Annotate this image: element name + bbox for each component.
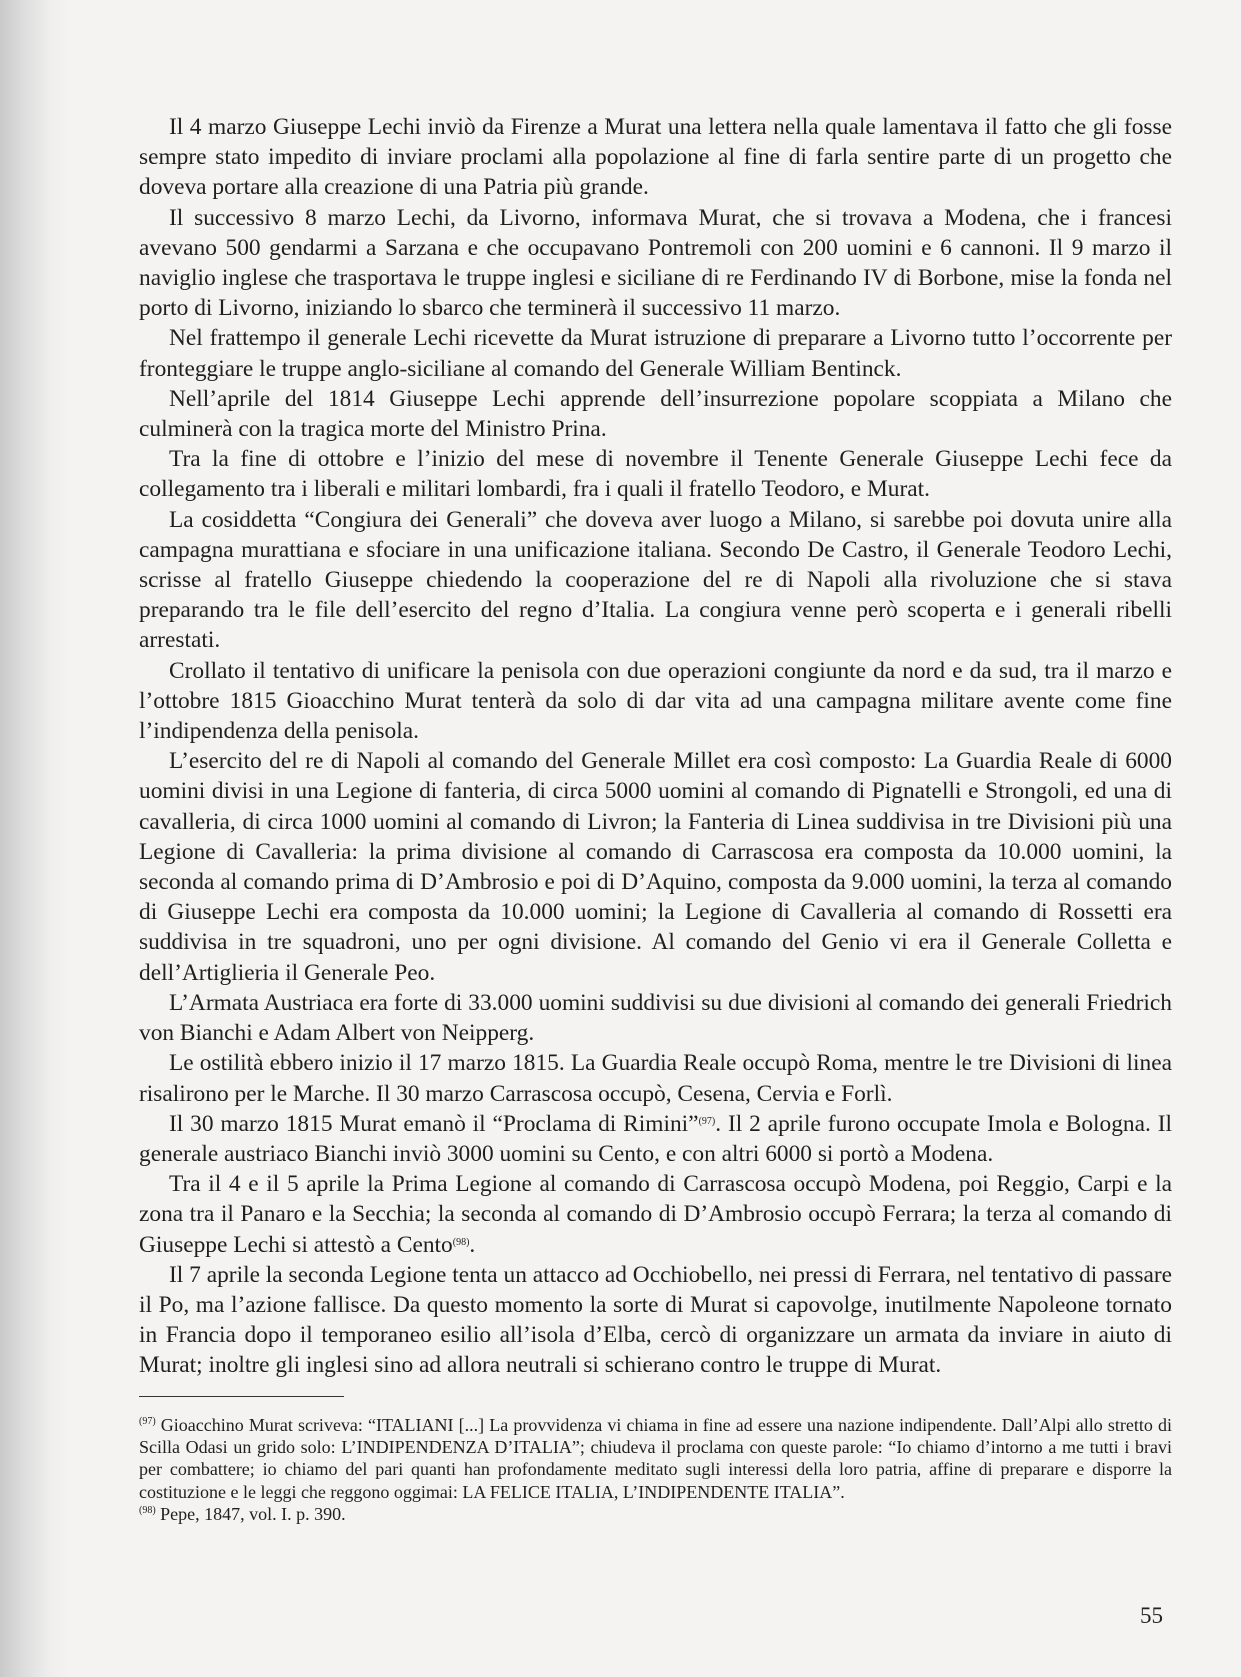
footnote-text: Gioacchino Murat scriveva: “ITALIANI [...] La provvidenza vi chiama in fine ad essere una nazione indipendente. Dall’Alpi allo stretto di Scilla Odasi un grido solo: L’INDIPENDENZA D’ITALIA”; chiudeva il proclama con queste parole: “Io chiamo d’intorno a me tutti i bravi per combattere; io chiamo del pari quanti han profondamente meditato sugli interessi della loro patria, affine di preparare e disporre la costituzione e le leggi che reggono oggimai: LA FELICE ITALIA, L’INDIPENDENTE ITALIA”. xyxy=(139,1415,1172,1502)
paragraph: L’Armata Austriaca era forte di 33.000 uomini suddivisi su due divisioni al comando dei generali Friedrich von Bianchi e Adam Albert von Neipperg. xyxy=(139,989,1172,1047)
footnote-reference: (98) xyxy=(452,1236,470,1248)
footnote-text: Pepe, 1847, vol. I. p. 390. xyxy=(155,1503,346,1524)
footnote-reference: (97) xyxy=(698,1115,716,1127)
paragraph: Crollato il tentativo di unificare la penisola con due operazioni congiunte da nord e da sud, tra il marzo e l’ottobre 1815 Gioacchino Murat tenterà da solo di dar vita ad una campagna militare avente come fine l’indipendenza della penisola. xyxy=(139,657,1172,745)
footnote-separator xyxy=(139,1396,344,1397)
paragraph: Le ostilità ebbero inizio il 17 marzo 1815. La Guardia Reale occupò Roma, mentre le tre Divisioni di linea risalirono per le Marche. Il 30 marzo Carrascosa occupò, Cesena, Cervia e Forlì. xyxy=(139,1050,1172,1107)
paragraph: Tra la fine di ottobre e l’inizio del mese di novembre il Tenente Generale Giuseppe Lechi fece da collegamento tra i liberali e militari lombardi, fra i quali il fratello Teodoro, e Murat. xyxy=(139,446,1172,503)
paragraph-cento xyxy=(139,1169,1172,1260)
paragraph: Nel frattempo il generale Lechi ricevette da Murat istruzione di preparare a Livorno tutto l’occorrente per fronteggiare le truppe anglo-siciliane al comando del Generale William Bentinck. xyxy=(139,325,1172,382)
paragraph-text: Tra il 4 e il 5 aprile la Prima Legione al comando di Carrascosa occupò Modena, poi Reggio, Carpi e la zona tra il Panaro e la Secchia; la seconda al comando di D’Ambrosio occupò Ferrara; la terza al comando di Giuseppe Lechi si attestò a Cento xyxy=(139,1171,1172,1258)
footnote-marker: (97) xyxy=(139,1416,156,1427)
paragraph: Il 7 aprile la seconda Legione tenta un attacco ad Occhiobello, nei pressi di Ferrara, nel tentativo di passare il Po, ma l’azione fallisce. Da questo momento la sorte di Murat si capovolge, inutilmente Napoleone tornato in Francia dopo il temporaneo esilio all’isola d’Elba, cercò di organizzare un armata da inviare in aiuto di Murat; inoltre gli inglesi sino ad allora neutrali si schierano contro le truppe di Murat. xyxy=(139,1261,1172,1379)
footnote xyxy=(139,1414,1172,1503)
paragraph: L’esercito del re di Napoli al comando del Generale Millet era così composto: La Guardia Reale di 6000 uomini divisi in una Legione di fanteria, di circa 5000 uomini al comando di Pignatelli e Strongoli, ed una di cavalleria, di circa 1000 uomini al comando di Livron; la Fanteria di Linea suddivisa in tre Divisioni più una Legione di Cavalleria: la prima divisione al comando di Carrascosa era composta da 10.000 uomini, la seconda al comando prima di D’Ambrosio e poi di D’Aquino, composta da 9.000 uomini, la terza al comando di Giuseppe Lechi era composta da 10.000 uomini; la Legione di Cavalleria al comando di Rossetti era suddivisa in tre squadroni, uno per ogni divisione. Al comando del Genio vi era il Generale Colletta e dell’Artiglieria il Generale Peo. xyxy=(139,748,1172,986)
paragraph: La cosiddetta “Congiura dei Generali” che doveva aver luogo a Milano, si sarebbe poi dovuta unire alla campagna murattiana e sfociare in una unificazione italiana. Secondo De Castro, il Generale Teodoro Lechi, scrisse al fratello Giuseppe chiedendo la cooperazione del re di Napoli alla rivoluzione che si stava preparando tra le file dell’esercito del regno d’Italia. La congiura venne però scoperta e i generali ribelli arrestati. xyxy=(139,506,1172,654)
page-number: 55 xyxy=(1140,1603,1163,1628)
footnote xyxy=(139,1503,1172,1525)
footnote-marker: (98) xyxy=(139,1504,156,1516)
paragraph: Il successivo 8 marzo Lechi, da Livorno, informava Murat, che si trovava a Modena, che i francesi avevano 500 gendarmi a Sarzana e che occupavano Pontremoli con 200 uomini e 6 cannoni. Il 9 marzo il naviglio inglese che trasportava le truppe inglesi e siciliane di re Ferdinando IV di Borbone, mise la fonda nel porto di Livorno, iniziando lo sbarco che terminerà il successivo 11 marzo. xyxy=(139,204,1172,322)
paragraph-text: . xyxy=(469,1231,476,1258)
paragraph: Nell’aprile del 1814 Giuseppe Lechi apprende dell’insurrezione popolare scoppiata a Milano che culminerà con la tragica morte del Ministro Prina. xyxy=(139,385,1172,443)
paragraph-text: Il 30 marzo 1815 Murat emanò il “Proclama di Rimini” xyxy=(169,1110,699,1137)
body-text xyxy=(139,112,1172,1381)
footnotes xyxy=(139,1414,1172,1525)
paragraph-proclama xyxy=(139,1109,1172,1169)
page-gutter-shadow xyxy=(0,0,70,1677)
paragraph-text: . Il 2 aprile furono occupate Imola e Bologna. Il generale austriaco Bianchi inviò 3000 uomini su Cento, e con altri 6000 si portò a Modena. xyxy=(139,1110,1172,1167)
paragraph: Il 4 marzo Giuseppe Lechi inviò da Firenze a Murat una lettera nella quale lamentava il fatto che gli fosse sempre stato impedito di inviare proclami alla popolazione al fine di farla sentire parte di un progetto che doveva portare alla creazione di una Patria più grande. xyxy=(139,114,1172,201)
